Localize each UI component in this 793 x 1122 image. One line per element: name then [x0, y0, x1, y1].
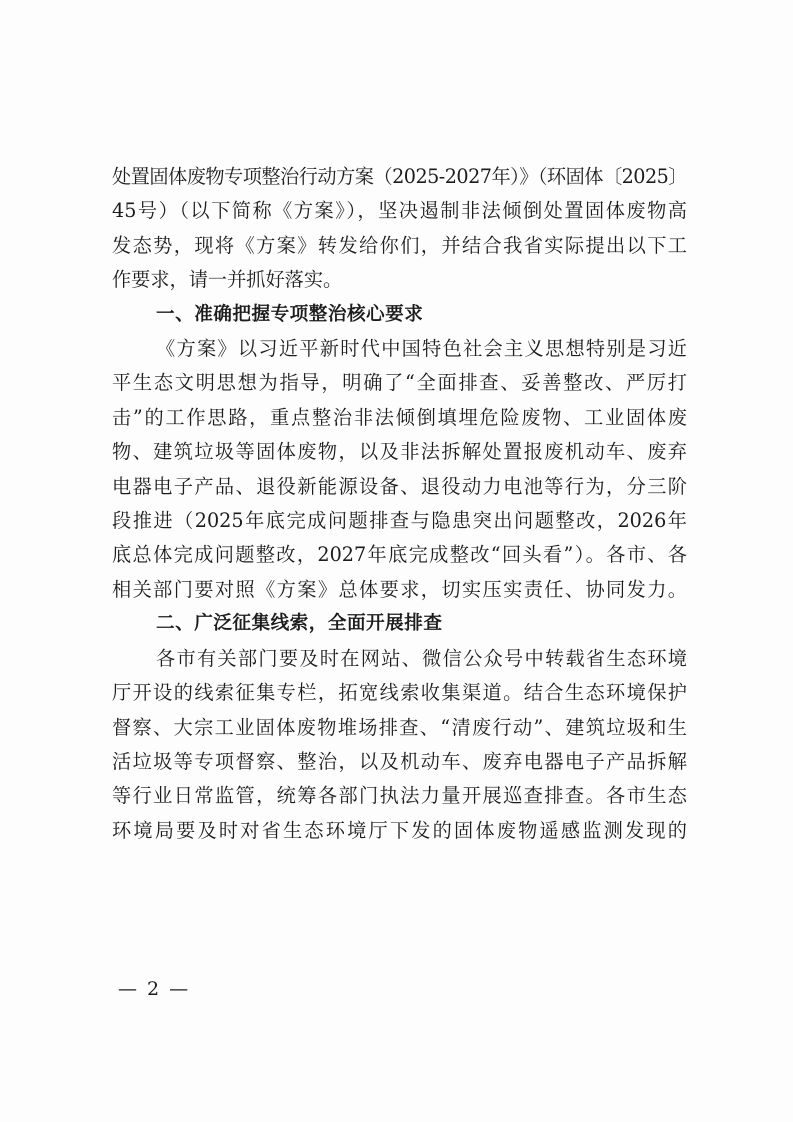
paragraph-3-line: 厅开设的线索征集专栏，拓宽线索收集渠道。结合生态环境保护 [112, 681, 687, 705]
paragraph-1-line: 处置固体废物专项整治行动方案（2025-2027年）》（环固体〔2025〕 [112, 165, 687, 188]
paragraph-2-line: 段推进（2025年底完成问题排查与隐患突出问题整改，2026年 [112, 509, 687, 533]
paragraph-3-line: 活垃圾等专项督察、整治，以及机动车、废弃电器电子产品拆解 [112, 749, 687, 773]
paragraph-2-line: 平生态文明思想为指导，明确了“全面排查、妥善整改、严厉打 [112, 371, 687, 395]
paragraph-1-line: 发态势，现将《方案》转发给你们，并结合我省实际提出以下工 [112, 233, 687, 257]
section-heading-1: 一、准确把握专项整治核心要求 [156, 303, 424, 325]
paragraph-1-line: 45号）（以下简称《方案》），坚决遏制非法倾倒处置固体废物高 [112, 199, 687, 223]
paragraph-1 [112, 160, 687, 298]
paragraph-2-line: 击”的工作思路，重点整治非法倾倒填埋危险废物、工业固体废 [112, 405, 687, 429]
paragraph-2-line: 底总体完成问题整改，2027年底完成整改“回头看”）。各市、各 [112, 543, 687, 567]
section-heading-2: 二、广泛征集线索，全面开展排查 [156, 613, 443, 635]
paragraph-1-line: 作要求，请一并抓好落实。 [112, 268, 343, 292]
page-number: — 2 — [118, 978, 191, 1000]
paragraph-2-line: 物、建筑垃圾等固体废物，以及非法拆解处置报废机动车、废弃 [112, 440, 687, 464]
paragraph-2 [112, 332, 687, 607]
paragraph-2-line: 电器电子产品、退役新能源设备、退役动力电池等行为，分三阶 [112, 474, 687, 498]
paragraph-3-line: 等行业日常监管，统筹各部门执法力量开展巡查排查。各市生态 [112, 784, 687, 808]
paragraph-3-line: 环境局要及时对省生态环境厅下发的固体废物遥感监测发现的 [112, 818, 687, 842]
document-body [112, 160, 687, 848]
paragraph-2-line: 《方案》以习近平新时代中国特色社会主义思想特别是习近 [156, 337, 687, 361]
paragraph-2-line: 相关部门要对照《方案》总体要求，切实压实责任、协同发力。 [112, 577, 687, 601]
paragraph-3-line: 督察、大宗工业固体废物堆场排查、“清废行动”、建筑垃圾和生 [112, 715, 687, 739]
paragraph-3-line: 各市有关部门要及时在网站、微信公众号中转载省生态环境 [156, 646, 687, 670]
paragraph-3 [112, 642, 687, 848]
